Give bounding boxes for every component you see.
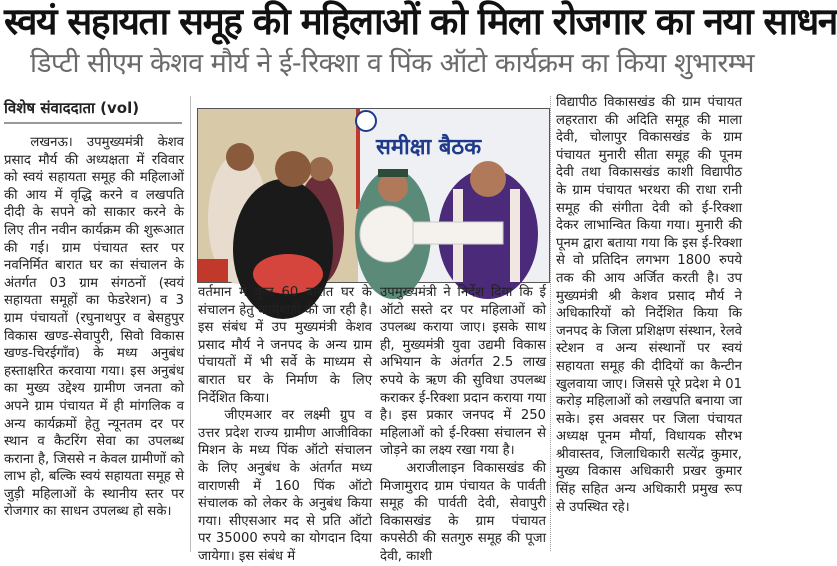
column-divider <box>190 96 191 552</box>
svg-text:समीक्षा बैठक: समीक्षा बैठक <box>376 135 482 160</box>
event-photo-icon <box>198 109 549 282</box>
article-paragraph: अराजीलाइन विकासखंड की मिजामुराद ग्राम पंचायत के पार्वती समूह की पार्वती देवी, सेवापुरी विकासखंड के ग्राम पंचायत कपसेठी की सतगुरु समूह की पूजा देवी, काशी <box>380 460 546 564</box>
byline: विशेष संवाददाता (vol) <box>4 98 182 124</box>
subheadline: डिप्टी सीएम केशव मौर्य ने ई-रिक्शा व पिंक ऑटो कार्यक्रम का किया शुभारम्भ <box>30 48 754 79</box>
article-column-3 <box>380 284 546 564</box>
article-paragraph: लखनऊ। उपमुख्यमंत्री केशव प्रसाद मौर्य की अध्यक्षता में रविवार को स्वयं सहायता समूह की महिलाओं की आय में वृद्धि करने व लखपति दीदी के सपने को साकार करने के लिए तीन नवीन कार्यक्रम की शुरूआत की गई। ग्राम पंचायत स्तर पर नवनिर्मित बारात घर का संचालन के अंतर्गत 03 ग्राम संगठनों (स्वयं सहायता समूहों का फेडरेशन) व 3 ग्राम पंचायतों (रघुनाथपुर व बेसहुपुर विकास खण्ड-सेवापुरी, सिवो विकास खण्ड-चिरईगाँव) के मध्य अनुबंध हस्ताक्षरित करवाया गया। इस अनुबंध का मुख्य उद्देश्य ग्रामीण जनता को अपने ग्राम पंचायत में ही मांगलिक व अन्य कार्यक्रमों हेतु न्यूनतम दर पर स्थान व कैटरिंग सेवा का उपलब्ध कराना है, जिससे न केवल ग्रामीणों को लाभ हो, बल्कि स्वयं सहायता समूह से जुड़ी महिलाओं के स्थानीय स्तर पर रोजगार का साधन उपलब्ध हो सके। <box>4 135 184 520</box>
event-photo <box>197 108 550 283</box>
article-paragraph: वर्तमान मे कुल 60 बारात घर के संचालन हेतु कार्यवाही की जा रही है। इस संबंध में उप मुख्यमंत्री केशव प्रसाद मौर्य ने जनपद के अन्य ग्राम पंचायतों में भी सर्वे के माध्यम से बारात घर के निर्माण के लिए निर्देशित किया। <box>198 285 372 406</box>
article-column-1 <box>4 134 184 554</box>
article-paragraph: उपमुख्यमंत्री ने निर्देश दिया कि ई ऑटो सस्ते दर पर महिलाओं को उपलब्ध कराया जाए। इसके साथ ही, मुख्यमंत्री युवा उद्यमी विकास अभियान के अंतर्गत 2.5 लाख रुपये के ऋण की सुविधा उपलब्ध कराकर ई-रिक्शा प्रदान कराया गया है। इस प्रकार जनपद में 250 महिलाओं को ई-रिक्सा संचालन से जोड़ने का लक्ष्य रखा गया है। <box>380 285 546 459</box>
article-paragraph: विद्यापीठ विकासखंड की ग्राम पंचायत लहरतारा की अदिति समूह की माला देवी, चोलापुर विकासखंड के ग्राम पंचायत मुनारी सीता समूह की पूनम देवी तथा विकासखंड काशी विद्यापीठ के ग्राम पंचायत भरथरा की राधा रानी समूह की संगीता देवी को ई-रिक्शा देकर लाभान्वित किया गया। मुनारी की पूनम द्वारा बताया गया कि इस ई-रिक्शा से वो प्रतिदिन लगभग 1800 रुपये तक की आय अर्जित करती है। उप मुख्यमंत्री श्री केशव प्रसाद मौर्य ने अधिकारियों को निर्देशित किया कि जनपद के जिला प्रशिक्षण संस्थान, रेलवे स्टेशन व अन्य संस्थानों पर स्वयं सहायता समूह की दीदियों का कैन्टीन खुलवाया जाए। जिससे पूरे प्रदेश मे 01 करोड़ महिलाओं को लखपति बनाया जा सके। इस अवसर पर जिला पंचायत अध्यक्ष पूनम मौर्या, विधायक सौरभ श्रीवास्तव, जिलाधिकारी सत्येंद्र कुमार, मुख्य विकास अधिकारी प्रखर कुमार सिंह सहित अन्य अधिकारी प्रमुख रूप से उपस्थित रहे। <box>556 95 742 515</box>
column-divider-dotted <box>550 96 551 551</box>
article-column-2 <box>198 284 372 564</box>
article-paragraph: जीएमआर वर लक्ष्मी ग्रुप व उत्तर प्रदेश राज्य ग्रामीण आजीविका मिशन के मध्य पिंक ऑटो संचालन के लिए अनुबंध के अंतर्गत मध्य वाराणसी में 160 पिंक ऑटो संचालक को लेकर के अनुबंध किया गया। सीएसआर मद से प्रति ऑटो पर 35000 रुपये का योगदान दिया जायेगा। इस संबंध में <box>198 408 372 564</box>
article-column-4 <box>556 94 742 554</box>
headline: स्वयं सहायता समूह की महिलाओं को मिला रोजगार का नया साधन <box>4 0 837 43</box>
